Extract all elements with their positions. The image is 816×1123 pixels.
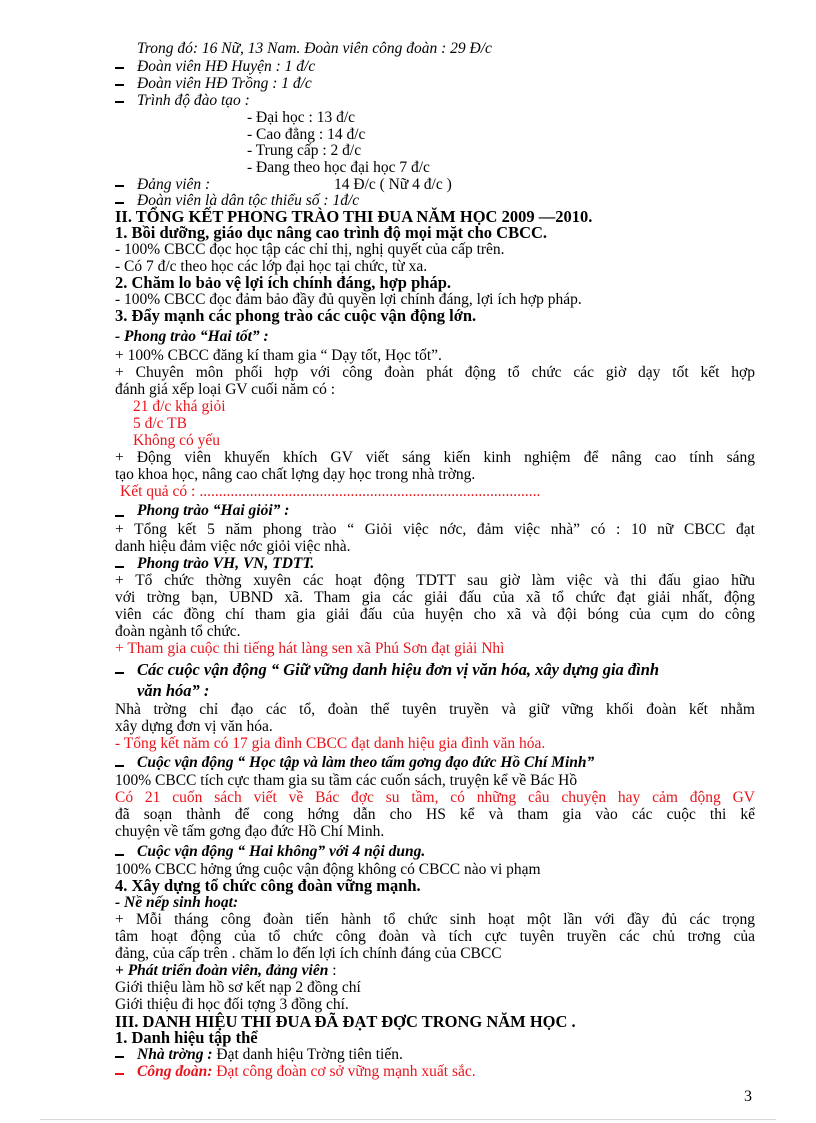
bullet-dash <box>115 515 124 517</box>
footer-rule <box>40 1119 776 1120</box>
text-line: - Cao đẳng : 14 đ/c <box>247 126 366 143</box>
text-line <box>120 483 540 500</box>
bullet-dash <box>115 566 124 568</box>
text-line: - 100% CBCC đọc đảm bảo đầy đủ quyền lợi chính đáng, lợi ích hợp pháp. <box>115 291 582 308</box>
item-heading: Các cuộc vận động “ Giữ vững danh hiệu đơn vị văn hóa, xây dựng gia đình <box>137 660 660 679</box>
text-line: Giới thiệu làm hồ sơ kết nạp 2 đồng chí <box>115 979 361 996</box>
text-line: viên các đồng chí tham gia giải đấu của huyện cho xã và đội bóng của cụm do công <box>115 606 755 623</box>
subsection-heading: 3. Đẩy mạnh các phong trào các cuộc vận động lớn. <box>115 306 477 325</box>
dotted-fill: ........................................................................................ <box>199 483 541 500</box>
bullet-dash <box>115 202 124 204</box>
text-line: - Đang theo học đại học 7 đ/c <box>247 159 430 176</box>
text-line: với trờng bạn, UBND xã. Tham gia các giải đấu của xã tổ chức đạt giải nhất, động <box>115 589 755 606</box>
bullet-dash <box>115 672 124 674</box>
text-line: + 100% CBCC đăng kí tham gia “ Dạy tốt, Học tốt”. <box>115 347 442 364</box>
item-heading: Cuộc vận động “ Hai không” với 4 nội dung. <box>137 843 426 860</box>
text-line: Đoàn viên HĐ Trồng : 1 đ/c <box>137 75 312 92</box>
text-line: 5 đ/c TB <box>133 415 187 432</box>
subsection-heading: 1. Bồi dưỡng, giáo dục nâng cao trình độ mọi mặt cho CBCC. <box>115 223 548 242</box>
bullet-dash <box>115 67 124 69</box>
text-line <box>137 58 315 75</box>
text-line: Nhà trờng chỉ đạo các tổ, đoàn thể tuyên truyền và giữ vững khối đoàn kết nhằm <box>115 701 755 718</box>
text-line: đoàn ngành tổ chức. <box>115 623 241 640</box>
text-line: 100% CBCC hởng ứng cuộc vận động không có CBCC nào vi phạm <box>115 861 541 878</box>
text-line: Trình độ đào tạo : <box>137 92 250 109</box>
text-span: Công đoàn: <box>137 1063 213 1080</box>
text-span: : <box>328 962 337 979</box>
text-line: tạo khoa học, nâng cao chất lợng dạy học trong nhà trờng. <box>115 466 476 483</box>
subsection-heading: 2. Chăm lo bảo vệ lợi ích chính đáng, hợp pháp. <box>115 273 451 292</box>
section-heading: II. TỔNG KẾT PHONG TRÀO THI ĐUA NĂM HỌC 2009 —2010. <box>115 207 593 226</box>
text-line: - Tổng kết năm có 17 gia đình CBCC đạt danh hiệu gia đình văn hóa. <box>115 735 546 752</box>
text-line: Không có yếu <box>133 432 220 449</box>
text-span: Đoàn viên HĐ Huyện : 1 đ/c <box>137 58 316 75</box>
text-line: + Động viên khuyến khích GV viết sáng kiến kinh nghiệm để nâng cao tính sáng <box>115 449 755 466</box>
text-span: Đạt công đoàn cơ sở vững mạnh xuất sắc. <box>212 1063 476 1080</box>
bullet-dash <box>115 185 124 187</box>
bullet-dash <box>115 765 124 767</box>
text-line: đánh giá xếp loại GV cuối năm có : <box>115 381 336 398</box>
text-line: Đảng viên : <box>137 176 211 193</box>
item-heading: Phong trào “Hai giỏi” : <box>137 502 290 519</box>
text-line: tâm hoạt động của tổ chức công đoàn và tích cực tuyên truyền các chủ trơng của <box>115 928 755 945</box>
text-line: + Tổng kết 5 năm phong trào “ Giỏi việc nớc, đảm việc nhà” có : 10 nữ CBCC đạt <box>115 521 755 538</box>
text-line: - Đại học : 13 đ/c <box>247 109 356 126</box>
text-line: chuyện về tấm gơng đạo đức Hồ Chí Minh. <box>115 823 385 840</box>
text-line <box>137 1046 403 1063</box>
text-line: xây dựng đơn vị văn hóa. <box>115 718 273 735</box>
text-line: đảng, của cấp trên . chăm lo đến lợi ích chính đáng của CBCC <box>115 945 502 962</box>
text-line: - 100% CBCC đọc học tập các chỉ thị, nghị quyết của cấp trên. <box>115 241 505 258</box>
text-line: + Chuyên môn phối hợp với công đoàn phát động tổ chức các giờ dạy tốt kết hợp <box>115 364 755 381</box>
section-heading: III. DANH HIỆU THI ĐUA ĐÃ ĐẠT ĐỢC TRONG NĂM HỌC . <box>115 1012 576 1031</box>
text-line: đã soạn thành để cong hớng dẫn cho HS kể và tham gia vào các cuộc thi kể <box>115 806 755 823</box>
text-line <box>137 1063 476 1080</box>
text-line: + Mỗi tháng công đoàn tiến hành tổ chức sinh hoạt một lần với đầy đủ các trọng <box>115 911 755 928</box>
item-heading: - Phong trào “Hai tốt” : <box>115 328 269 345</box>
bullet-dash <box>115 84 124 86</box>
subsection-heading: 1. Danh hiệu tập thể <box>115 1028 258 1047</box>
text-line: + Tham gia cuộc thi tiếng hát làng sen xã Phú Sơn đạt giải Nhì <box>115 640 505 657</box>
text-span: Nhà trờng : <box>137 1046 213 1063</box>
text-span: Kết quả có : <box>120 483 196 500</box>
page-number: 3 <box>744 1088 752 1105</box>
bullet-dash <box>115 1073 124 1075</box>
text-line <box>115 962 337 979</box>
text-line: - Có 7 đ/c theo học các lớp đại học tại chức, từ xa. <box>115 258 428 275</box>
text-line: Trong đó: 16 Nữ, 13 Nam. Đoàn viên công đoàn : 29 Đ/c <box>137 40 492 57</box>
bullet-dash <box>115 1056 124 1058</box>
bullet-dash <box>115 101 124 103</box>
text-line: 100% CBCC tích cực tham gia su tầm các cuốn sách, truyện kể về Bác Hồ <box>115 772 578 789</box>
text-span: + Phát triển đoàn viên, đảng viên <box>115 962 329 979</box>
text-line: danh hiệu đảm việc nớc giỏi việc nhà. <box>115 538 351 555</box>
subsection-heading: 4. Xây dựng tổ chức công đoàn vững mạnh. <box>115 876 421 895</box>
item-heading: Cuộc vận động “ Học tập và làm theo tấm gơng đạo đức Hồ Chí Minh” <box>137 754 595 771</box>
text-line: Giới thiệu đi học đối tợng 3 đồng chí. <box>115 996 349 1013</box>
text-line: + Tổ chức thờng xuyên các hoạt động TDTT sau giờ làm việc và thi đấu giao hữu <box>115 572 755 589</box>
text-line: 14 Đ/c ( Nữ 4 đ/c ) <box>334 176 452 193</box>
item-heading: - Nề nếp sinh hoạt: <box>115 894 239 911</box>
text-line: 21 đ/c khá giỏi <box>133 398 226 415</box>
text-line: Đoàn viên là dân tộc thiểu số : 1đ/c <box>137 192 360 209</box>
text-line: Có 21 cuốn sách viết về Bác đợc su tầm, có những câu chuyện hay cảm động GV <box>115 789 755 806</box>
item-heading: văn hóa” : <box>137 681 210 700</box>
text-span: Đạt danh hiệu Trờng tiên tiến. <box>212 1046 403 1063</box>
text-line: - Trung cấp : 2 đ/c <box>247 142 362 159</box>
item-heading: Phong trào VH, VN, TDTT. <box>137 555 315 572</box>
bullet-dash <box>115 854 124 856</box>
